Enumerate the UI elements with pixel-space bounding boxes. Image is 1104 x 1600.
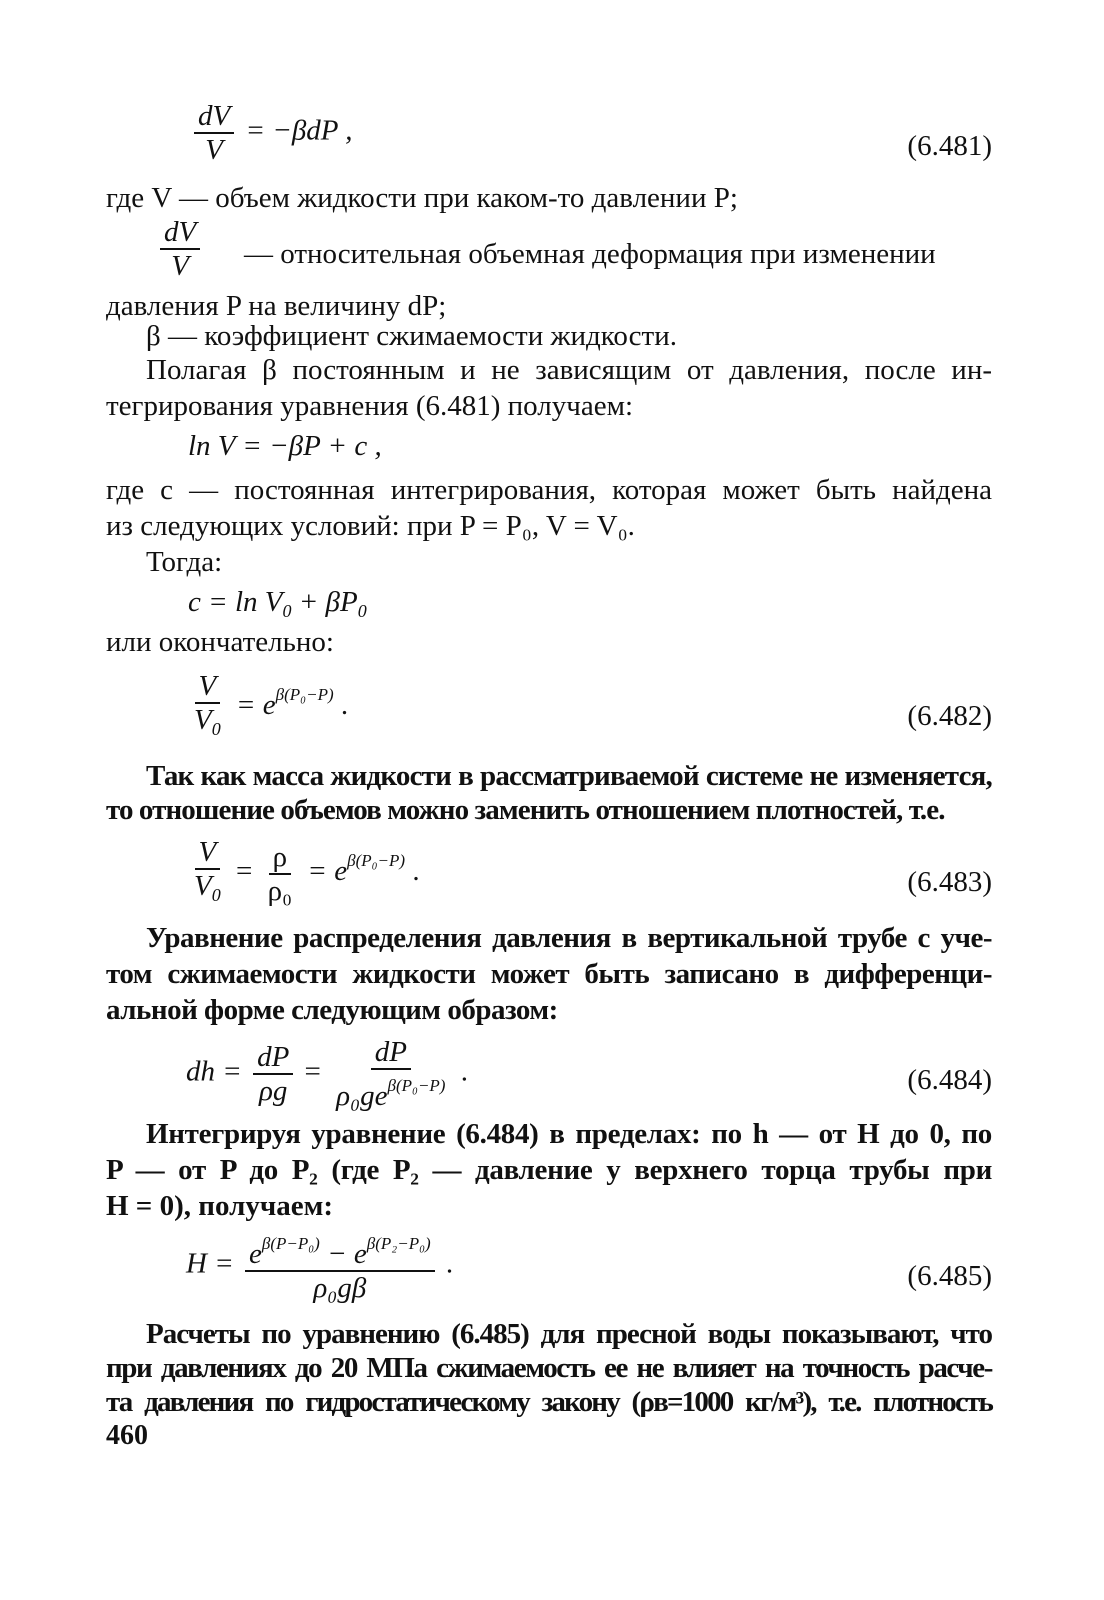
equation-6-481 [190, 100, 353, 166]
text-line: Тогда: [146, 546, 223, 578]
fraction-denominator: $V_0$ [194, 870, 221, 905]
equation-number-6-482: (6.482) [907, 700, 992, 732]
text-line: Интегрируя уравнение (6.484) в пределах: по h — от H до 0, по [146, 1118, 992, 1150]
definition-fraction [156, 216, 204, 282]
equation-rhs: = −βdP , [245, 114, 353, 147]
equation-number-6-481: (6.481) [907, 130, 992, 162]
fraction-numerator: $e^{\beta(P-P_0)} - e^{\beta(P_2-P_0)}$ [245, 1228, 435, 1272]
fraction-denominator: $V_0$ [194, 704, 221, 739]
fraction-numerator: dV [194, 100, 234, 134]
text-line: то отношение объемов можно заменить отношением плотностей, т.е. [106, 794, 945, 826]
page-number: 460 [106, 1420, 148, 1451]
fraction-numerator: ρ [269, 841, 291, 875]
text-line: β — коэффициент сжимаемости жидкости. [146, 320, 677, 352]
text-line: P — от P до P₂ (где P₂ — давление у верхнего торца трубы при [106, 1154, 992, 1186]
text-line: альной форме следующим образом: [106, 994, 558, 1026]
equation-c: $c = \ln V_0 + \beta P_0$ [188, 586, 367, 621]
text-line: том сжимаемости жидкости может быть записано в дифференци- [106, 958, 992, 990]
text-line: давления P на величину dP; [106, 290, 447, 322]
text-line: та давления по гидростатическому закону (ρв=1000 кг/м³), т.е. плотность [106, 1386, 992, 1418]
equation-6-482: $\frac{V}{V_0}$ = $e^{\beta(P_0-P)}$ . [186, 670, 348, 745]
text-line: из следующих условий: при P = P₀, V = V₀. [106, 510, 635, 542]
fraction-denominator: ρ₀gβ [313, 1272, 367, 1304]
fraction-numerator: dV [160, 216, 200, 250]
equation-6-483: $\frac{V}{V_0}$ = $\frac{\rho}{\text{ρ₀}}$ = $e^{\beta(P_0-P)}$ . [186, 836, 420, 911]
equation-ln-v: ln V = −βP + c , [188, 430, 382, 462]
text-line: тегрирования уравнения (6.481) получаем: [106, 390, 634, 422]
equation-number-6-483: (6.483) [907, 866, 992, 898]
fraction-numerator: V [195, 836, 221, 870]
fraction-numerator: dP [253, 1041, 293, 1075]
equation-6-484: dh = $\frac{dP}{\rho g}$ = $\frac{dP}{\rho_0ge^{\beta(P_0-P)}}$ . [186, 1036, 468, 1112]
text-line: при давлениях до 20 МПа сжимаемость ее не влияет на точность расче- [106, 1352, 992, 1384]
text-line: где V — объем жидкости при каком-то давлении P; [106, 182, 738, 214]
fraction-denominator: ρ₀ [267, 874, 293, 907]
fraction-denominator: V [205, 134, 223, 166]
equation-number-6-484: (6.484) [907, 1064, 992, 1096]
fraction-denominator: ρg [258, 1075, 288, 1107]
fraction-denominator: V [171, 250, 189, 282]
fraction-denominator: $\rho_0ge^{\beta(P_0-P)}$ [336, 1076, 446, 1112]
fraction-numerator: V [195, 670, 221, 704]
equation-6-485: H = $\frac{e^{\beta(P-P_0)} - e^{\beta(P_2-P_0)}}{\text{ρ₀gβ}}$ . [186, 1228, 453, 1304]
text-line: — относительная объемная деформация при изменении [244, 238, 936, 270]
text-line: Уравнение распределения давления в вертикальной трубе с уче- [146, 922, 992, 954]
text-line: Расчеты по уравнению (6.485) для пресной воды показывают, что [146, 1318, 992, 1350]
text-line: или окончательно: [106, 626, 334, 658]
text-line: где c — постоянная интегрирования, которая может быть найдена [106, 474, 992, 506]
text-line: Полагая β постоянным и не зависящим от давления, после ин- [146, 354, 992, 386]
text-line: H = 0), получаем: [106, 1190, 333, 1222]
equation-number-6-485: (6.485) [907, 1260, 992, 1292]
text-line: Так как масса жидкости в рассматриваемой системе не изменяется, [146, 760, 992, 792]
fraction-numerator: dP [371, 1036, 411, 1070]
